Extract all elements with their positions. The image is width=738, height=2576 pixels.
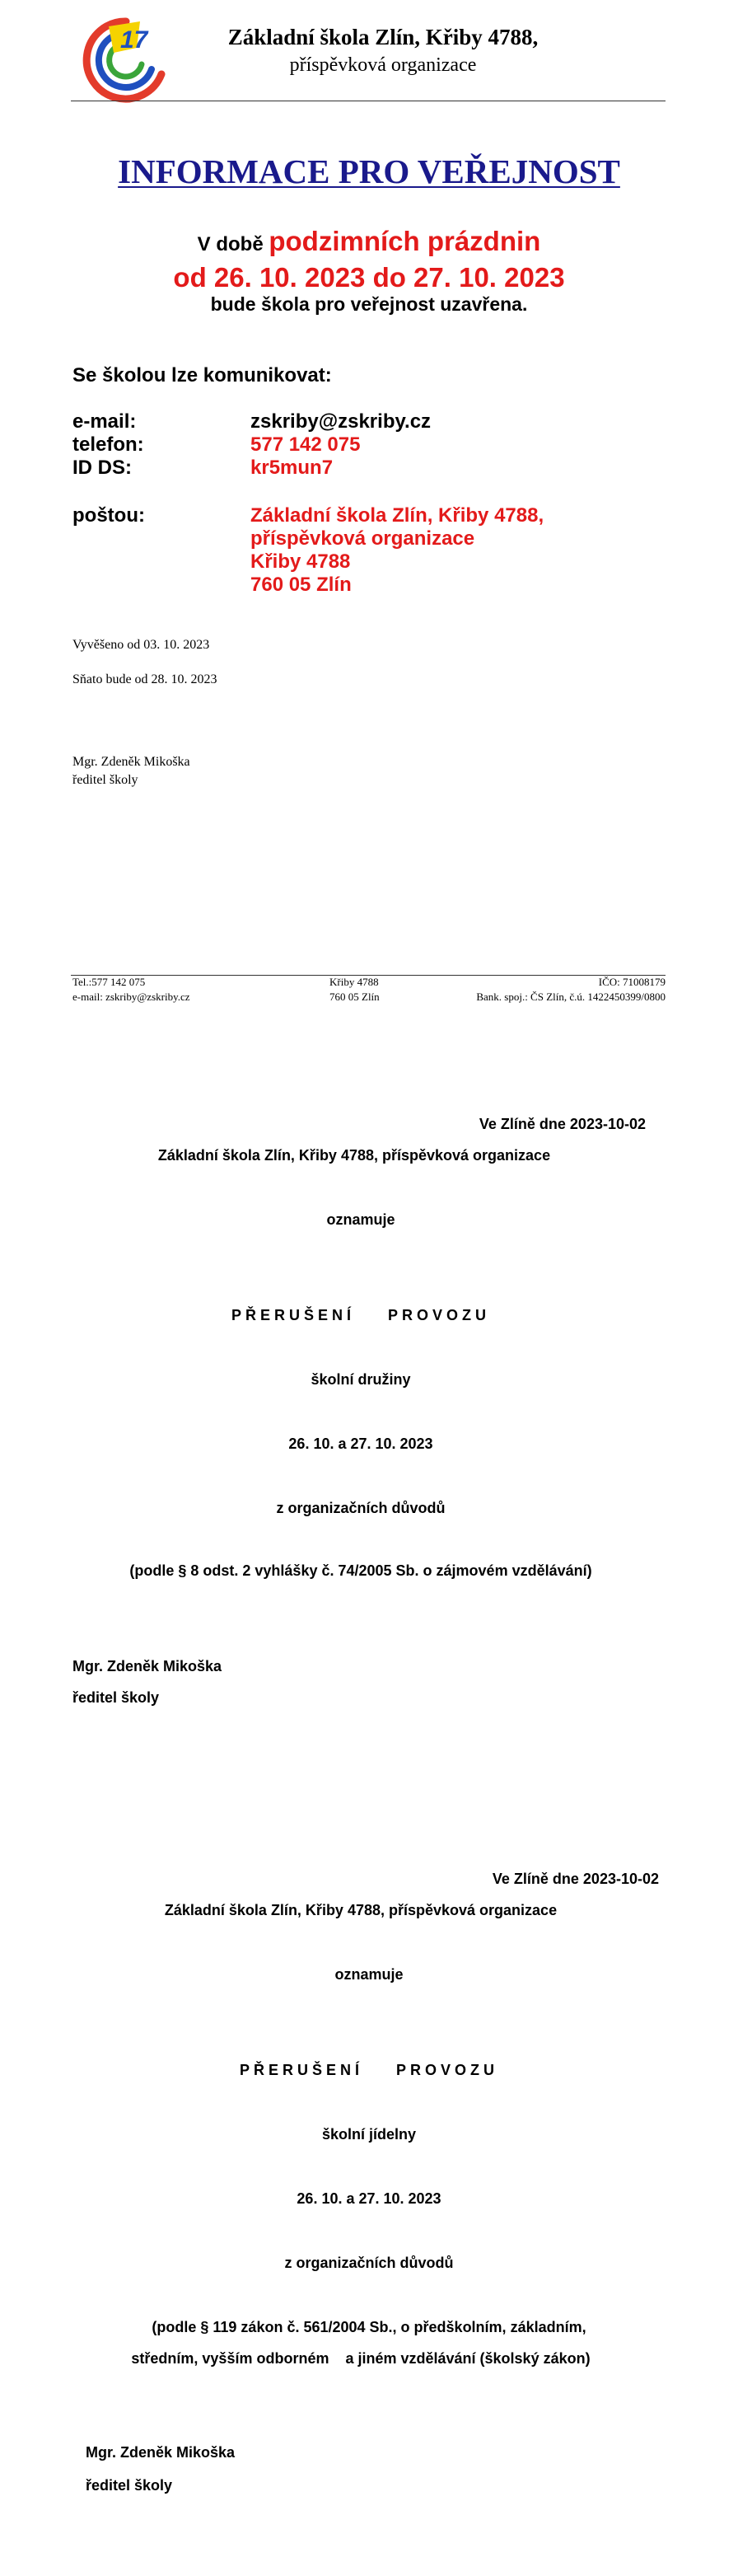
post-address-line: příspěvková organizace	[250, 527, 475, 550]
announcement-org: Základní škola Zlín, Křiby 4788, příspěvková organizace	[157, 1147, 551, 1164]
school-logo-icon	[81, 15, 171, 105]
lead-highlight: podzimních prázdnin	[269, 226, 541, 256]
announcement-legal-line: středním, vyšším odborném a jiném vzdělávání (školský zákon)	[131, 2350, 591, 2367]
email-link[interactable]: zskriby@zskriby.cz	[250, 410, 432, 433]
date-from: od 26. 10. 2023	[173, 262, 366, 293]
logo-number: 17	[120, 26, 148, 54]
date-to: do 27. 10. 2023	[372, 262, 565, 293]
post-address-line: Křiby 4788	[250, 550, 351, 573]
page-title: INFORMACE PRO VEŘEJNOST	[118, 152, 620, 190]
announcement-signer-name: Mgr. Zdeněk Mikoška	[86, 2444, 236, 2461]
announcement-facility: školní jídelny	[321, 2126, 417, 2143]
ds-value: kr5mun7	[250, 457, 334, 479]
footer-email: e-mail: zskriby@zskriby.cz	[72, 991, 190, 1003]
closed-text: bude škola pro veřejnost uzavřena.	[210, 293, 528, 315]
announcement-signer-role: ředitel školy	[86, 2477, 173, 2494]
announcement-place-date: Ve Zlíně dne 2023-10-02	[492, 1871, 659, 1887]
announcement-dates: 26. 10. a 27. 10. 2023	[288, 1436, 433, 1452]
signer-name: Mgr. Zdeněk Mikoška	[72, 755, 190, 769]
post-address-line: 760 05 Zlín	[250, 574, 352, 596]
signer-role: ředitel školy	[72, 773, 138, 787]
announcement-announces: oznamuje	[326, 1211, 395, 1228]
footer-city: 760 05 Zlín	[329, 991, 380, 1003]
announcement-facility: školní družiny	[311, 1371, 411, 1388]
lead-line	[0, 226, 738, 257]
footer-street: Křiby 4788	[329, 976, 379, 988]
lead-prefix: V době	[197, 233, 264, 255]
contact-heading: Se školou lze komunikovat:	[72, 364, 332, 386]
announcement-org: Základní škola Zlín, Křiby 4788, příspěvková organizace	[164, 1902, 558, 1918]
footer-bank: Bank. spoj.: ČS Zlín, č.ú. 1422450399/0800	[476, 991, 666, 1003]
announcement-reason: z organizačních důvodů	[284, 2255, 454, 2271]
announcement-signer-role: ředitel školy	[72, 1689, 160, 1706]
announcement-place-date: Ve Zlíně dne 2023-10-02	[479, 1116, 646, 1132]
post-label: poštou:	[72, 504, 145, 527]
removed-date: Sňato bude od 28. 10. 2023	[72, 672, 217, 686]
footer-tel: Tel.:577 142 075	[72, 976, 146, 988]
phone-label: telefon:	[72, 433, 144, 456]
announcement-dates: 26. 10. a 27. 10. 2023	[297, 2190, 441, 2207]
posted-date: Vyvěšeno od 03. 10. 2023	[72, 638, 210, 652]
announcement-signer-name: Mgr. Zdeněk Mikoška	[72, 1658, 222, 1674]
date-range	[0, 262, 738, 293]
announcement-heading: PŘERUŠENÍ PROVOZU	[239, 2062, 499, 2078]
ds-label: ID DS:	[72, 457, 132, 479]
post-address-line: Základní škola Zlín, Křiby 4788,	[250, 504, 544, 527]
announcement-legal-line: (podle § 119 zákon č. 561/2004 Sb., o předškolním, základním,	[152, 2319, 586, 2335]
announcement-reason: z organizačních důvodů	[276, 1500, 446, 1516]
school-logo	[81, 15, 171, 105]
school-name: Základní škola Zlín, Křiby 4788,	[227, 25, 539, 49]
announcement-heading: PŘERUŠENÍ PROVOZU	[231, 1307, 491, 1323]
school-org-type: příspěvková organizace	[289, 54, 477, 76]
email-label: e-mail:	[72, 410, 137, 433]
announcement-legal: (podle § 8 odst. 2 vyhlášky č. 74/2005 Sb. o zájmovém vzdělávání)	[129, 1562, 592, 1579]
footer-ico: IČO: 71008179	[598, 976, 666, 988]
phone-value: 577 142 075	[250, 433, 361, 456]
announcement-announces: oznamuje	[334, 1966, 404, 1983]
